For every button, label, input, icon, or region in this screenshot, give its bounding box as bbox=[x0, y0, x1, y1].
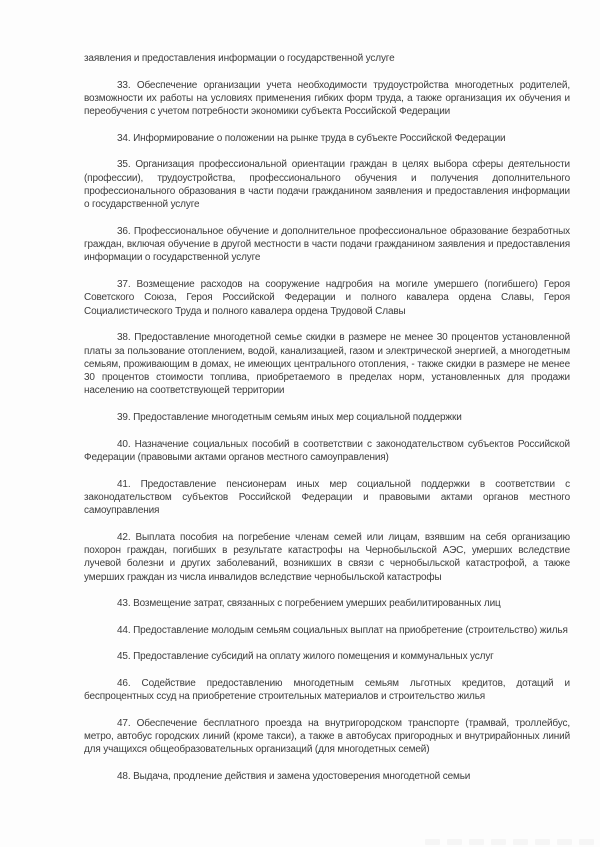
watermark-block bbox=[513, 839, 528, 845]
continuation-paragraph: заявления и предоставления информации о государственной услуге bbox=[84, 53, 395, 64]
list-item-46 bbox=[84, 677, 570, 704]
list-item-37 bbox=[84, 278, 570, 318]
item-text: Назначение социальных пособий в соответствии с законодательством субъектов Российской Федерации (правовыми актами органов местного самоуправления) bbox=[84, 438, 570, 463]
item-text: Предоставление многодетной семье скидки в размере не менее 30 процентов установленной платы за пользование отоплением, водой, канализацией, газом и электрической энергией, а многодетным семьям, проживающим в домах, не имеющих центрального отопления, - также скидки в размере не менее 30 процентов стоимости топлива, приобретаемого в пределах норм, установленных для продажи населению на соответствующей территории bbox=[84, 332, 570, 397]
item-number: 45. bbox=[117, 651, 134, 663]
item-number: 40. bbox=[117, 438, 135, 450]
item-text: Обеспечение бесплатного проезда на внутригородском транспорте (трамвай, троллейбус, метро, автобус городских линий (кроме такси), а также в автобусах пригородных и внутрирайонных линий для учащихся общеобразовательных организаций (для многодетных семей) bbox=[84, 717, 570, 756]
item-text: Организация профессиональной ориентации граждан в целях выбора сферы деятельности (профессии), трудоустройства, профессионального обучения и получения дополнительного профессионального образования в части подачи гражданином заявления и предоставления информации о государственной услуге bbox=[84, 159, 570, 211]
item-text: Содействие предоставлению многодетным семьям льготных кредитов, дотаций и беспроцентных ссуд на приобретение строительных материалов и строительство жилья bbox=[84, 677, 570, 703]
item-number: 46. bbox=[117, 677, 142, 689]
item-number: 43. bbox=[117, 598, 134, 610]
watermark-block bbox=[491, 839, 506, 845]
watermark-block bbox=[557, 839, 572, 845]
item-number: 33. bbox=[117, 79, 137, 91]
item-number: 47. bbox=[117, 717, 137, 729]
list-item-34 bbox=[84, 132, 570, 145]
document-body bbox=[84, 79, 570, 784]
watermark-block bbox=[535, 839, 550, 845]
list-item-40 bbox=[84, 438, 570, 465]
list-item-35 bbox=[84, 158, 570, 211]
footer-watermark bbox=[425, 839, 594, 845]
watermark-block bbox=[579, 839, 594, 845]
watermark-block bbox=[425, 839, 440, 845]
watermark-block bbox=[447, 839, 462, 845]
item-number: 34. bbox=[117, 132, 134, 144]
watermark-block bbox=[469, 839, 484, 845]
list-item-33 bbox=[84, 79, 570, 119]
item-number: 38. bbox=[117, 332, 135, 344]
item-number: 35. bbox=[117, 159, 136, 171]
list-item-42 bbox=[84, 531, 570, 584]
list-item-36 bbox=[84, 225, 570, 265]
item-text: Предоставление пенсионерам иных мер социальной поддержки в соответствии с законодательством субъектов Российской Федерации и правовыми актами органов местного самоуправления bbox=[84, 478, 570, 517]
list-item-38 bbox=[84, 331, 570, 397]
item-text: Предоставление субсидий на оплату жилого помещения и коммунальных услуг bbox=[133, 651, 494, 663]
item-text: Возмещение затрат, связанных с погребением умерших реабилитированных лиц bbox=[133, 598, 501, 610]
item-text: Предоставление молодым семьям социальных выплат на приобретение (строительство) жилья bbox=[133, 624, 568, 636]
item-number: 37. bbox=[117, 279, 137, 291]
item-text: Предоставление многодетным семьям иных мер социальной поддержки bbox=[133, 412, 462, 424]
item-number: 42. bbox=[117, 531, 136, 543]
list-item-48 bbox=[84, 770, 570, 783]
item-text: Выплата пособия на погребение членам семей или лицам, взявшим на себя организацию похорон граждан, погибших в результате катастрофы на Чернобыльской АЭС, умерших вследствие лучевой болезни и других заболеваний, возникших в связи с чернобыльской катастрофой, а также умерших граждан из числа инвалидов вследствие чернобыльской катастрофы bbox=[84, 531, 570, 583]
list-item-43 bbox=[84, 597, 570, 610]
item-number: 39. bbox=[117, 412, 134, 424]
list-item-45 bbox=[84, 650, 570, 663]
item-text: Выдача, продление действия и замена удостоверения многодетной семьи bbox=[133, 771, 471, 783]
item-number: 36. bbox=[117, 225, 134, 237]
item-text: Обеспечение организации учета необходимости трудоустройства многодетных родителей, возможности их работы на условиях применения гибких форм труда, а также организация их обучения и переобучения с учетом потребности экономики субъекта Российской Федерации bbox=[84, 79, 570, 118]
list-item-44 bbox=[84, 624, 570, 637]
item-number: 41. bbox=[117, 478, 141, 490]
list-item-41 bbox=[84, 478, 570, 518]
list-item-47 bbox=[84, 717, 570, 757]
item-text: Профессиональное обучение и дополнительное профессиональное образование безработных граждан, включая обучение в другой местности в части подачи гражданином заявления и предоставления информации о государственной услуге bbox=[84, 225, 570, 264]
item-text: Информирование о положении на рынке труда в субъекте Российской Федерации bbox=[133, 132, 506, 144]
item-number: 44. bbox=[117, 624, 134, 636]
list-item-39 bbox=[84, 411, 570, 424]
item-number: 48. bbox=[117, 771, 134, 783]
item-text: Возмещение расходов на сооружение надгробия на могиле умершего (погибшего) Героя Советского Союза, Героя Российской Федерации и полного кавалера ордена Славы, Героя Социалистического Труда и полного кавалера ордена Трудовой Славы bbox=[84, 279, 570, 317]
